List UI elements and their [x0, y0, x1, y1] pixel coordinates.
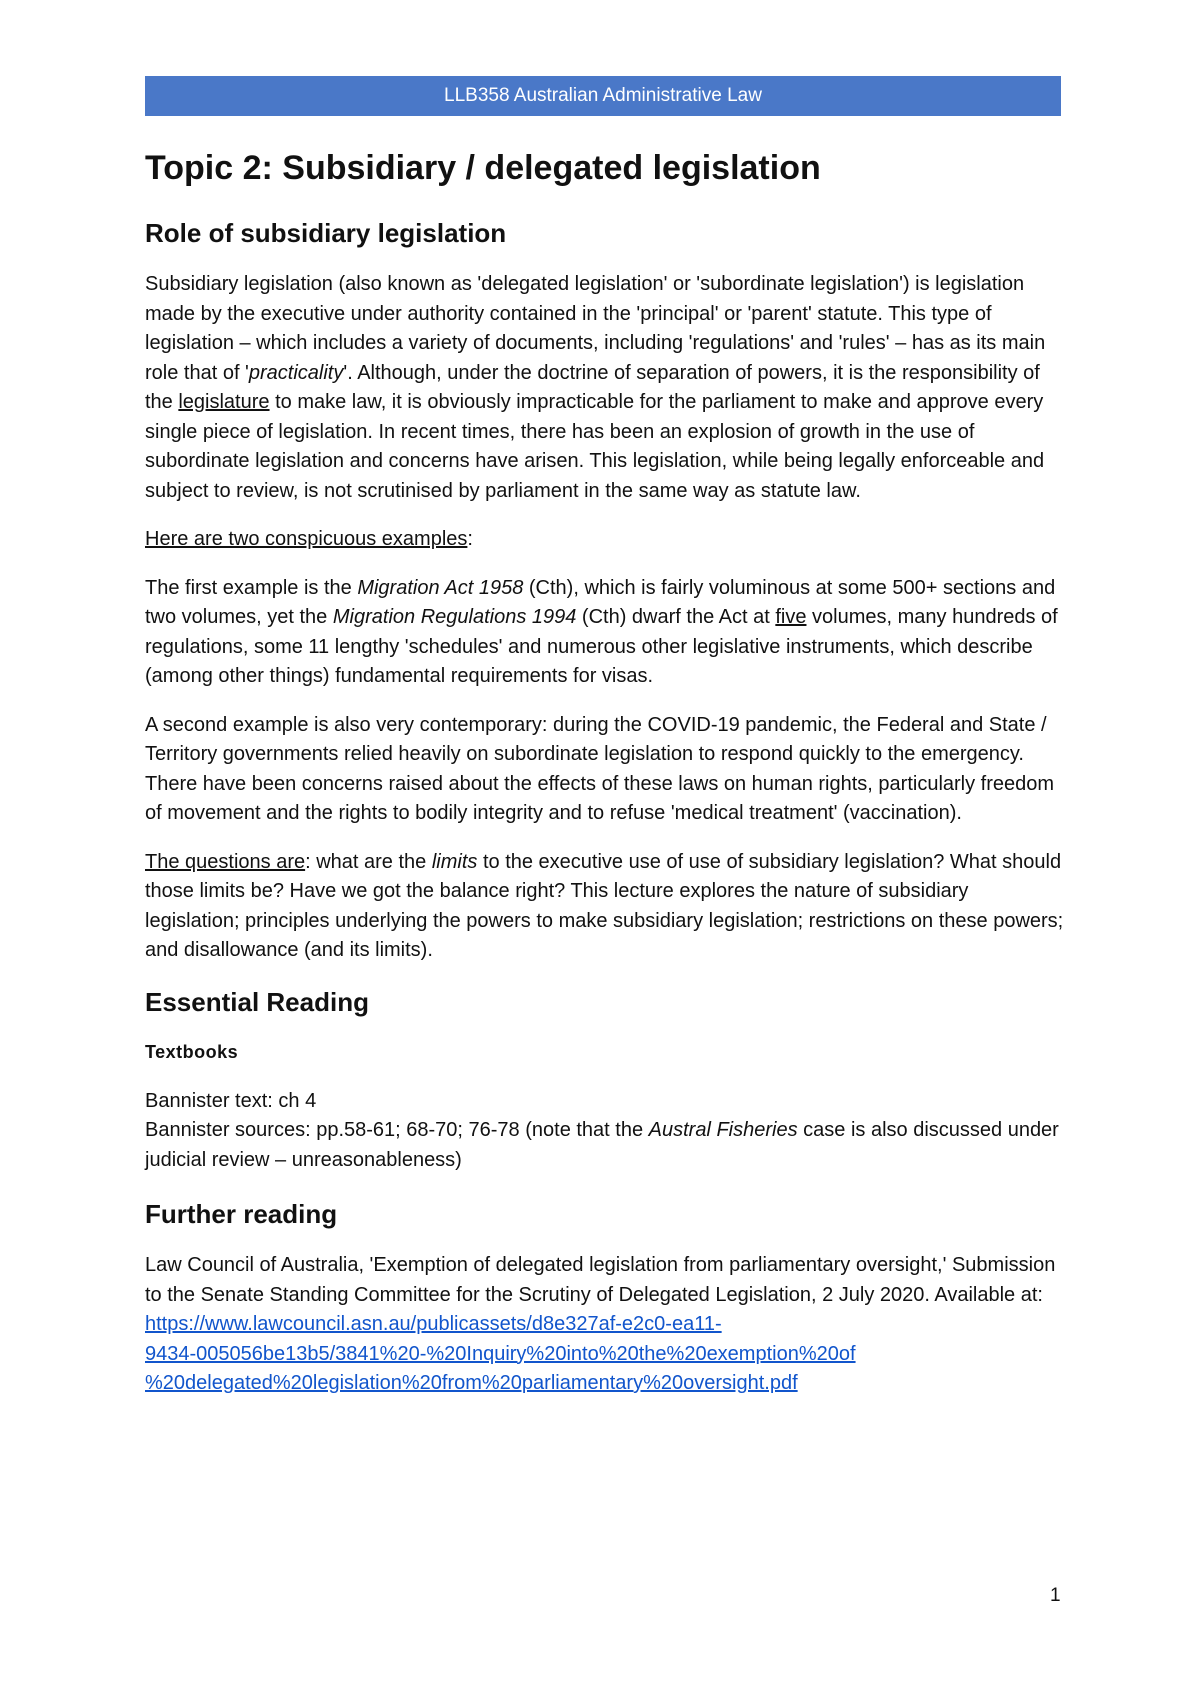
header-bar	[145, 76, 1061, 116]
text-run: : what are the	[305, 850, 432, 873]
text-run: Bannister sources: pp.58-61; 68-70; 76-78 (note that the	[145, 1119, 649, 1141]
role-paragraph-1	[145, 270, 1065, 506]
text-run-underlined: Here are two conspicuous examples	[145, 528, 468, 550]
text-run: (Cth), which is fairly voluminous at some 500+ sections and two volumes, yet the	[145, 576, 1056, 628]
page-content	[145, 140, 1065, 1418]
examples-intro	[145, 525, 1065, 555]
page-number: 1	[1050, 1585, 1061, 1606]
further-reading-heading: Further reading	[145, 1199, 338, 1229]
text-run-italic: practicality	[248, 361, 344, 384]
textbooks-subheading: Textbooks	[145, 1041, 239, 1062]
further-reading-paragraph	[145, 1251, 1065, 1399]
text-run: The first example is the	[145, 576, 358, 599]
text-run-underlined: The questions are	[145, 850, 306, 873]
text-run: to the executive use of use of subsidiary legislation? What should those limits be? Have we got the balance right? This lecture explores the nature of subsidiary legislation; principles underlying the powers to make subsidiary legislation; restrictions on these powers; and disallowance (and its limits).	[145, 850, 1064, 961]
link-line-2: 9434-005056be13b5/3841%20-%20Inquiry%20into%20the%20exemption%20of	[145, 1342, 856, 1365]
role-heading: Role of subsidiary legislation	[145, 218, 507, 248]
text-run: volumes, many hundreds of regulations, some 11 lengthy 'schedules' and numerous other legislative instruments, which describe (among other things) fundamental requirements for visas.	[145, 606, 1058, 687]
text-run: (Cth) dwarf the Act at	[576, 606, 776, 628]
text-run-underlined: five	[775, 606, 807, 628]
text-run-italic: Austral Fisheries	[648, 1119, 798, 1141]
link-line-1: https://www.lawcouncil.asn.au/publicassets/d8e327af-e2c0-ea11-	[145, 1313, 722, 1335]
text-run: Law Council of Australia, 'Exemption of delegated legislation from parliamentary oversight,' Submission to the Senate Standing Committee for the Scrutiny of Delegated Legislation, 2 July 2020. Available at:	[145, 1254, 1056, 1306]
text-run: Subsidiary legislation (also known as 'delegated legislation' or 'subordinate legislation') is legislation made by the executive under authority contained in the 'principal' or 'parent' statute. This type of legislation – which includes a variety of documents, including 'regulations' and 'rules' – has as its main role that of '	[145, 273, 1046, 384]
text-run-italic: Migration Act 1958	[357, 576, 524, 599]
text-run-underlined: legislature	[178, 391, 270, 413]
questions-paragraph	[145, 848, 1065, 966]
text-run: '. Although, under the doctrine of separation of powers, it is the responsibility of the	[145, 361, 1040, 413]
essential-reading-heading: Essential Reading	[145, 986, 369, 1017]
submission-link[interactable]	[145, 1313, 856, 1394]
example-1-paragraph	[145, 574, 1065, 692]
textbooks-list	[145, 1087, 1065, 1176]
link-line-3: %20delegated%20legislation%20from%20parliamentary%20oversight.pdf	[145, 1372, 798, 1394]
text-run: :	[467, 528, 473, 550]
text-run: case is also discussed under judicial review – unreasonableness)	[145, 1119, 1059, 1171]
text-run-italic: limits	[431, 850, 478, 873]
reading-line-1: Bannister text: ch 4	[145, 1089, 317, 1112]
text-run-italic: Migration Regulations 1994	[332, 606, 577, 628]
page-title: Topic 2: Subsidiary / delegated legislation	[145, 149, 821, 187]
header-title: LLB358 Australian Administrative Law	[444, 85, 762, 106]
example-2-paragraph: A second example is also very contemporary: during the COVID-19 pandemic, the Federal and State / Territory governments relied heavily on subordinate legislation to respond quickly to the emergency. There have been concerns raised about the effects of these laws on human rights, particularly freedom of movement and the rights to bodily integrity and to refuse 'medical treatment' (vaccination).	[145, 713, 1055, 824]
text-run: to make law, it is obviously impracticable for the parliament to make and approve every single piece of legislation. In recent times, there has been an explosion of growth in the use of subordinate legislation and concerns have arisen. This legislation, while being legally enforceable and subject to review, is not scrutinised by parliament in the same way as statute law.	[145, 391, 1045, 502]
